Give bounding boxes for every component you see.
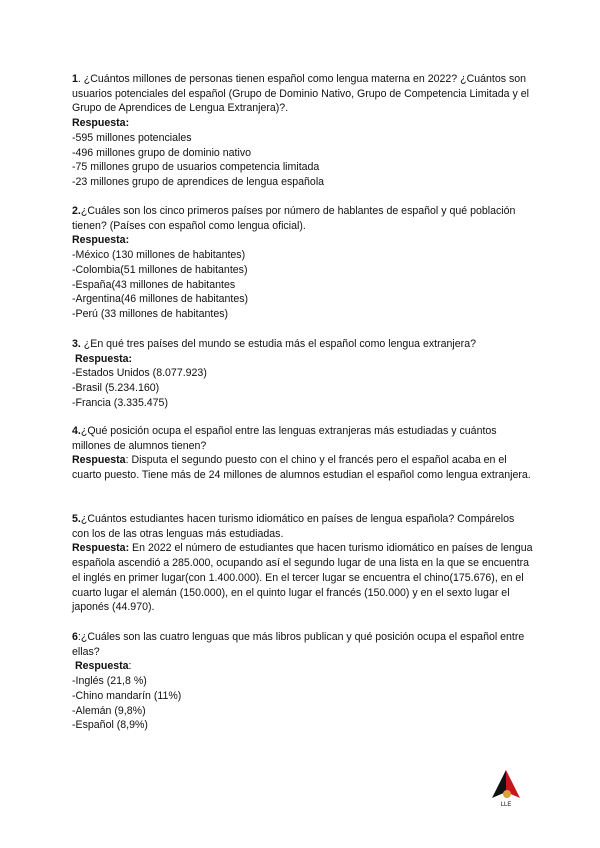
question-3 — [72, 337, 534, 411]
question-text: ¿Cuáles son los cinco primeros países por número de hablantes de español y qué población tienen? (Países con español como lengua oficial). — [72, 205, 516, 232]
answer-item: -Inglés (21,8 %) — [72, 675, 147, 688]
answer-item: -Argentina(46 millones de habitantes) — [72, 293, 249, 306]
answer-item: -Francia (3.335.475) — [72, 396, 168, 409]
question-2 — [72, 204, 534, 322]
answer-item: -México (130 millones de habitantes) — [72, 249, 246, 262]
answer-label: Respuesta: — [72, 117, 130, 130]
question-number: 1 — [72, 73, 78, 85]
answer-item: -Chino mandarín (11%) — [72, 689, 182, 702]
answer-item: -Perú (33 millones de habitantes) — [72, 307, 229, 320]
question-5 — [72, 512, 534, 615]
answer-item: -23 millones grupo de aprendices de lengua española — [72, 175, 325, 188]
question-text: . ¿Cuántos millones de personas tienen español como lengua materna en 2022? ¿Cuántos son usuarios potenciales del español (Grupo de Dominio Nativo, Grupo de Competencia Limitada y el Grupo de Aprendices de Lengua Extranjera)?. — [72, 73, 529, 115]
question-1 — [72, 72, 534, 190]
answer-item: -496 millones grupo de dominio nativo — [72, 146, 252, 159]
question-text: ¿En qué tres países del mundo se estudia más el español como lengua extranjera? — [80, 338, 476, 350]
question-4 — [72, 424, 534, 483]
question-number: 4. — [72, 425, 81, 437]
question-text: ¿Cuántos estudiantes hacen turismo idiomático en países de lengua española? Compárelos con los de las otras lenguas más estudiadas. — [72, 513, 515, 540]
answer-item: -75 millones grupo de usuarios competencia limitada — [72, 161, 320, 174]
answer-text: En 2022 el número de estudiantes que hacen turismo idiomático en países de lengua española ascendió a 285.000, ocupando así el segundo lugar de una lista en la que se encuentra el inglés en primer lugar(con 1.400.000). En el tercer lugar se encuentra el chino(175.676), en el cuarto lugar el alemán (150.000), en el quinto lugar el francés (150.000) y en el sexto lugar el japonés (44.970). — [72, 542, 533, 614]
question-text: :¿Cuáles son las cuatro lenguas que más libros publican y qué posición ocupa el español entre ellas? — [72, 631, 525, 658]
question-number: 3. — [72, 338, 81, 350]
answer-item: -España(43 millones de habitantes — [72, 278, 236, 291]
answer-label: Respuesta — [72, 660, 129, 673]
answer-item: -Español (8,9%) — [72, 719, 148, 732]
answer-item: -Alemán (9,8%) — [72, 704, 146, 717]
answer-label: Respuesta: — [72, 352, 133, 365]
answer-item: -Colombia(51 millones de habitantes) — [72, 263, 248, 276]
answer-label: Respuesta: — [72, 234, 130, 247]
question-number: 2. — [72, 205, 81, 217]
answer-suffix: : — [128, 660, 132, 673]
logo-triangle-icon — [486, 768, 526, 808]
logo — [486, 768, 526, 808]
answer-label: Respuesta: — [72, 542, 130, 555]
answer-label: Respuesta — [72, 454, 126, 467]
question-number: 6 — [72, 631, 78, 643]
answer-item: -595 millones potenciales — [72, 131, 192, 144]
logo-text: LLE — [500, 802, 512, 808]
answer-text: : Disputa el segundo puesto con el chino y el francés pero el español acaba en el cuarto puesto. Tiene más de 24 millones de alumnos estudian el español como lengua extranjera. — [72, 454, 531, 482]
question-number: 5. — [72, 513, 81, 525]
answer-item: -Brasil (5.234.160) — [72, 382, 160, 395]
answer-item: -Estados Unidos (8.077.923) — [72, 367, 207, 380]
question-text: ¿Qué posición ocupa el español entre las lenguas extranjeras más estudiadas y cuántos millones de alumnos tienen? — [72, 425, 497, 452]
question-6 — [72, 630, 534, 733]
